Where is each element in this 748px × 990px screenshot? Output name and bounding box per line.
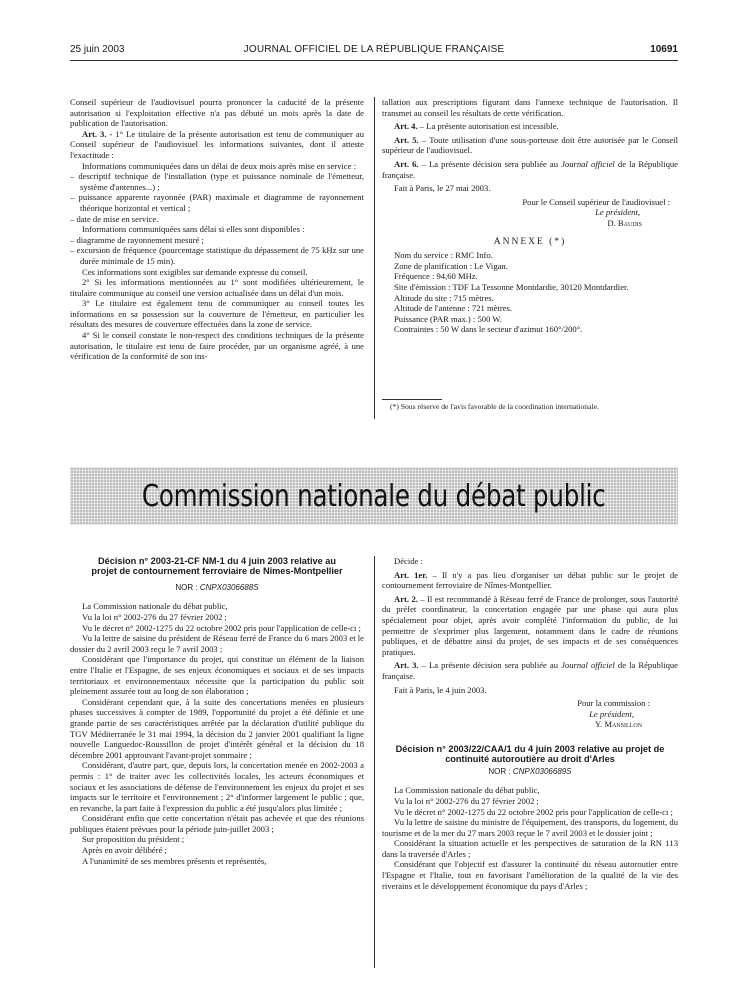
- signature-title: Le président,: [589, 708, 634, 719]
- paragraph: Considérant que l'objectif est d'assurer la continuité du réseau autoroutier entre l'Espagne et l'Italie, tout en favorisant l'amélioration de la qualité de la vie des riverains et le développement économique du pays d'Arles ;: [382, 859, 678, 891]
- signature-name: D. Baudis: [607, 217, 642, 228]
- header-journal-title: JOURNAL OFFICIEL DE LA RÉPUBLIQUE FRANÇAISE: [243, 44, 505, 55]
- paragraph: Conseil supérieur de l'audiovisuel pourra prononcer la caducité de la présente autorisation si l'exploitation effective n'a pas débuté un mois après la date de publication de l'autorisation.: [70, 97, 364, 129]
- signature-line: Pour le Conseil supérieur de l'audiovisuel :: [522, 196, 670, 207]
- list-item: – excursion de fréquence (pourcentage statistique du dépassement de 75 kHz sur une durée minimale de 15 min).: [70, 245, 364, 266]
- list-item: – puissance apparente rayonnée (PAR) maximale et diagramme de rayonnement théorique horizontal et vertical ;: [70, 192, 364, 213]
- paragraph: 2° Si les informations mentionnées au 1° sont modifiées ultérieurement, le titulaire communique au conseil une version actualisée dans un délai d'un mois.: [70, 277, 364, 298]
- header-rule: [70, 60, 678, 61]
- article-2: Art. 2. – Il est recommandé à Réseau ferré de France de prolonger, sous l'autorité du préfet coordinateur, la concertation engagée par une phase qui aura plus spécialement pour objet, après avoir complété l'information du public, de lui permettre de s'exprimer plus largement, notamment dans le cadre de réunions publiques, et de débattre ainsi du projet, de ses impacts et de ses conséquences pratiques.: [382, 593, 679, 657]
- decision-2-nor: NOR : CNPX0306689S: [488, 766, 572, 776]
- article-1: Art. 1er. – Il n'y a pas lieu d'organiser un débat public sur le projet de contournement ferroviaire de Nîmes-Montpellier.: [382, 569, 679, 591]
- section-banner-title: Commission nationale du débat public: [142, 478, 606, 514]
- paragraph: tallation aux prescriptions figurant dans l'annexe technique de l'autorisation. Il transmet au conseil les résultats de cette vérification.: [382, 97, 678, 118]
- annexe-line: Altitude du site : 715 mètres.: [394, 292, 494, 303]
- paragraph: Sur proposition du président ;: [82, 834, 185, 845]
- paragraph: Informations communiquées dans un délai de deux mois après mise en service :: [82, 160, 356, 171]
- paragraph: Vu la lettre de saisine du ministre de l'équipement, des transports, du logement, du tourisme et de la mer du 27 mars 2003 reçue le 7 avril 2003 et le dossier joint ;: [382, 817, 678, 838]
- decision-1-nor: NOR : CNPX0306688S: [175, 582, 259, 592]
- section-banner: [70, 467, 678, 525]
- article-label: Art. 3. -: [82, 128, 113, 139]
- footnote-rule: [382, 399, 442, 400]
- annexe-line: Fréquence : 94,60 MHz.: [394, 271, 478, 282]
- page-header: [70, 44, 678, 58]
- paragraph: Après en avoir délibéré ;: [82, 845, 167, 856]
- signature-name: Y. Mansillon: [594, 719, 642, 730]
- paragraph: Vu la loi n° 2002-276 du 27 février 2002 ;: [82, 612, 227, 622]
- done-at: Fait à Paris, le 27 mai 2003.: [394, 183, 491, 194]
- article-4: Art. 4. – La présente autorisation est incessible.: [394, 121, 559, 132]
- paragraph: Considérant que l'importance du projet, qui constitue un élément de la liaison entre l'Italie et l'Espagne, de ses enjeux économiques et sociaux et de ses impacts territoriaux et environnementaux nécessite que la participation du public soit pleinement assurée tout au long de son élaboration ;: [70, 654, 364, 697]
- annexe-line: Nom du service : RMC Info.: [394, 250, 493, 261]
- paragraph: Considérant, d'autre part, que, depuis lors, la concertation menée en 2002-2003 a permis : 1° de traiter avec les collectivités locales, les acteurs économiques et sociaux et les associations de défense de l'environnement les enjeux du projet et ses impacts sur le territoire et l'environnement ; 2° d'informer largement le public ; que, en revanche, la part faite à l'expression du public a été jusqu'alors plus limitée ;: [70, 760, 364, 813]
- article-6: Art. 6. – La présente décision sera publiée au Journal officiel de la République française.: [382, 158, 679, 180]
- paragraph: Vu la loi n° 2002-276 du 27 février 2002 ;: [394, 795, 539, 806]
- article-3: Art. 3. – La présente décision sera publiée au Journal officiel de la République française.: [382, 660, 679, 681]
- footnote: (*) Sous réserve de l'avis favorable de la coordination internationale.: [390, 402, 599, 411]
- paragraph: Considérant la situation actuelle et les perspectives de saturation de la RN 113 dans la traversée d'Arles ;: [382, 838, 678, 859]
- article-5: Art. 5. – Toute utilisation d'une sous-porteuse doit être autorisée par le Conseil supérieur de l'audiovisuel.: [382, 134, 678, 156]
- decision-1-title: Décision n° 2003-21-CF NM-1 du 4 juin 2003 relative au projet de contournement ferroviaire de Nîmes-Montpellier: [91, 556, 343, 577]
- header-page-number: 10691: [650, 44, 678, 55]
- paragraph: La Commission nationale du débat public,: [82, 601, 228, 612]
- paragraph: Informations communiquées sans délai si elles sont disponibles :: [82, 224, 305, 235]
- annexe-line: Puissance (PAR max.) : 500 W.: [394, 313, 502, 324]
- done-at: Fait à Paris, le 4 juin 2003.: [394, 684, 487, 695]
- decision-1-column: [70, 556, 364, 866]
- annexe-line: Zone de planification : Le Vigan.: [394, 260, 508, 271]
- paragraph: La Commission nationale du débat public,: [394, 785, 540, 796]
- annexe-line: Contraintes : 50 W dans le secteur d'azimut 160°/200°.: [394, 324, 583, 335]
- signature-line: Pour la commission :: [577, 698, 650, 709]
- decision-2-title: Décision n° 2003/22/CAA/1 du 4 juin 2003 relative au projet de continuité autoroutière au droit d'Arles: [395, 743, 665, 765]
- column-separator: [374, 97, 375, 419]
- paragraph: Vu le décret n° 2002-1275 du 22 octobre 2002 pris pour l'application de celle-ci ;: [394, 806, 673, 817]
- annexe-line: Altitude de l'antenne : 721 mètres.: [394, 303, 513, 314]
- list-item: – descriptif technique de l'installation (type et puissance nominale de l'émetteur, système d'antennes...) ;: [70, 171, 364, 192]
- header-date: 25 juin 2003: [70, 44, 125, 55]
- paragraph: Considérant cependant que, à la suite des concertations menées en plusieurs phases successives à compter de 1989, l'opportunité du projet a été définie et une grande partie de ses caractéristiques arrêtée par la déclaration d'utilité publique du TGV Méditerranée le 31 mai 1994, la décision du 2 janvier 2001 qualifiant la ligne nouvelle Languedoc-Roussillon de projet d'intérêt général et la décision du 18 décembre 2001 approuvant l'avant-projet sommaire ;: [70, 696, 364, 760]
- paragraph: Ces informations sont exigibles sur demande expresse du conseil.: [82, 266, 308, 277]
- paragraph: 4° Si le conseil constate le non-respect des conditions techniques de la présente autorisation, le titulaire est tenu de faire procéder, par un organisme agréé, à une vérification de la conformité de son ins-: [70, 330, 364, 362]
- top-left-column: [70, 97, 364, 362]
- top-right-column: [382, 97, 678, 335]
- paragraph: 3° Le titulaire est également tenu de communiquer au conseil toutes les informations en sa possession sur la couverture de l'émetteur, en particulier les résultats des mesures de couverture effectuées dans la zone de service.: [70, 298, 364, 330]
- decision-1-right-column: [382, 556, 678, 891]
- paragraph: Considérant enfin que cette concertation n'était pas achevée et que des réunions publiques étaient prévues pour la période juin-juillet 2003 ;: [70, 813, 364, 834]
- paragraph: Vu le décret n° 2002-1275 du 22 octobre 2002 pris pour l'application de celle-ci ;: [82, 622, 361, 633]
- column-separator: [374, 556, 375, 968]
- annexe-title: ANNEXE (*): [493, 236, 567, 247]
- decide-label: Décide :: [394, 556, 423, 566]
- paragraph: Art. 3. - 1° Le titulaire de la présente autorisation est tenu de communiquer au Conseil supérieur de l'audiovisuel les informations suivantes, dont il atteste l'exactitude :: [70, 128, 364, 160]
- signature-title: Le président,: [595, 207, 640, 218]
- list-item: – date de mise en service.: [70, 213, 159, 224]
- list-item: – diagramme de rayonnement mesuré ;: [70, 234, 204, 245]
- paragraph: Vu la lettre de saisine du président de Réseau ferré de France du 6 mars 2003 et le dossier du 2 avril 2003 reçu le 7 avril 2003 ;: [70, 633, 364, 654]
- annexe-line: Site d'émission : TDF La Tessonne Montdardie, 30120 Montdardier.: [394, 281, 629, 292]
- paragraph: A l'unanimité de ses membres présents et représentés,: [82, 855, 267, 866]
